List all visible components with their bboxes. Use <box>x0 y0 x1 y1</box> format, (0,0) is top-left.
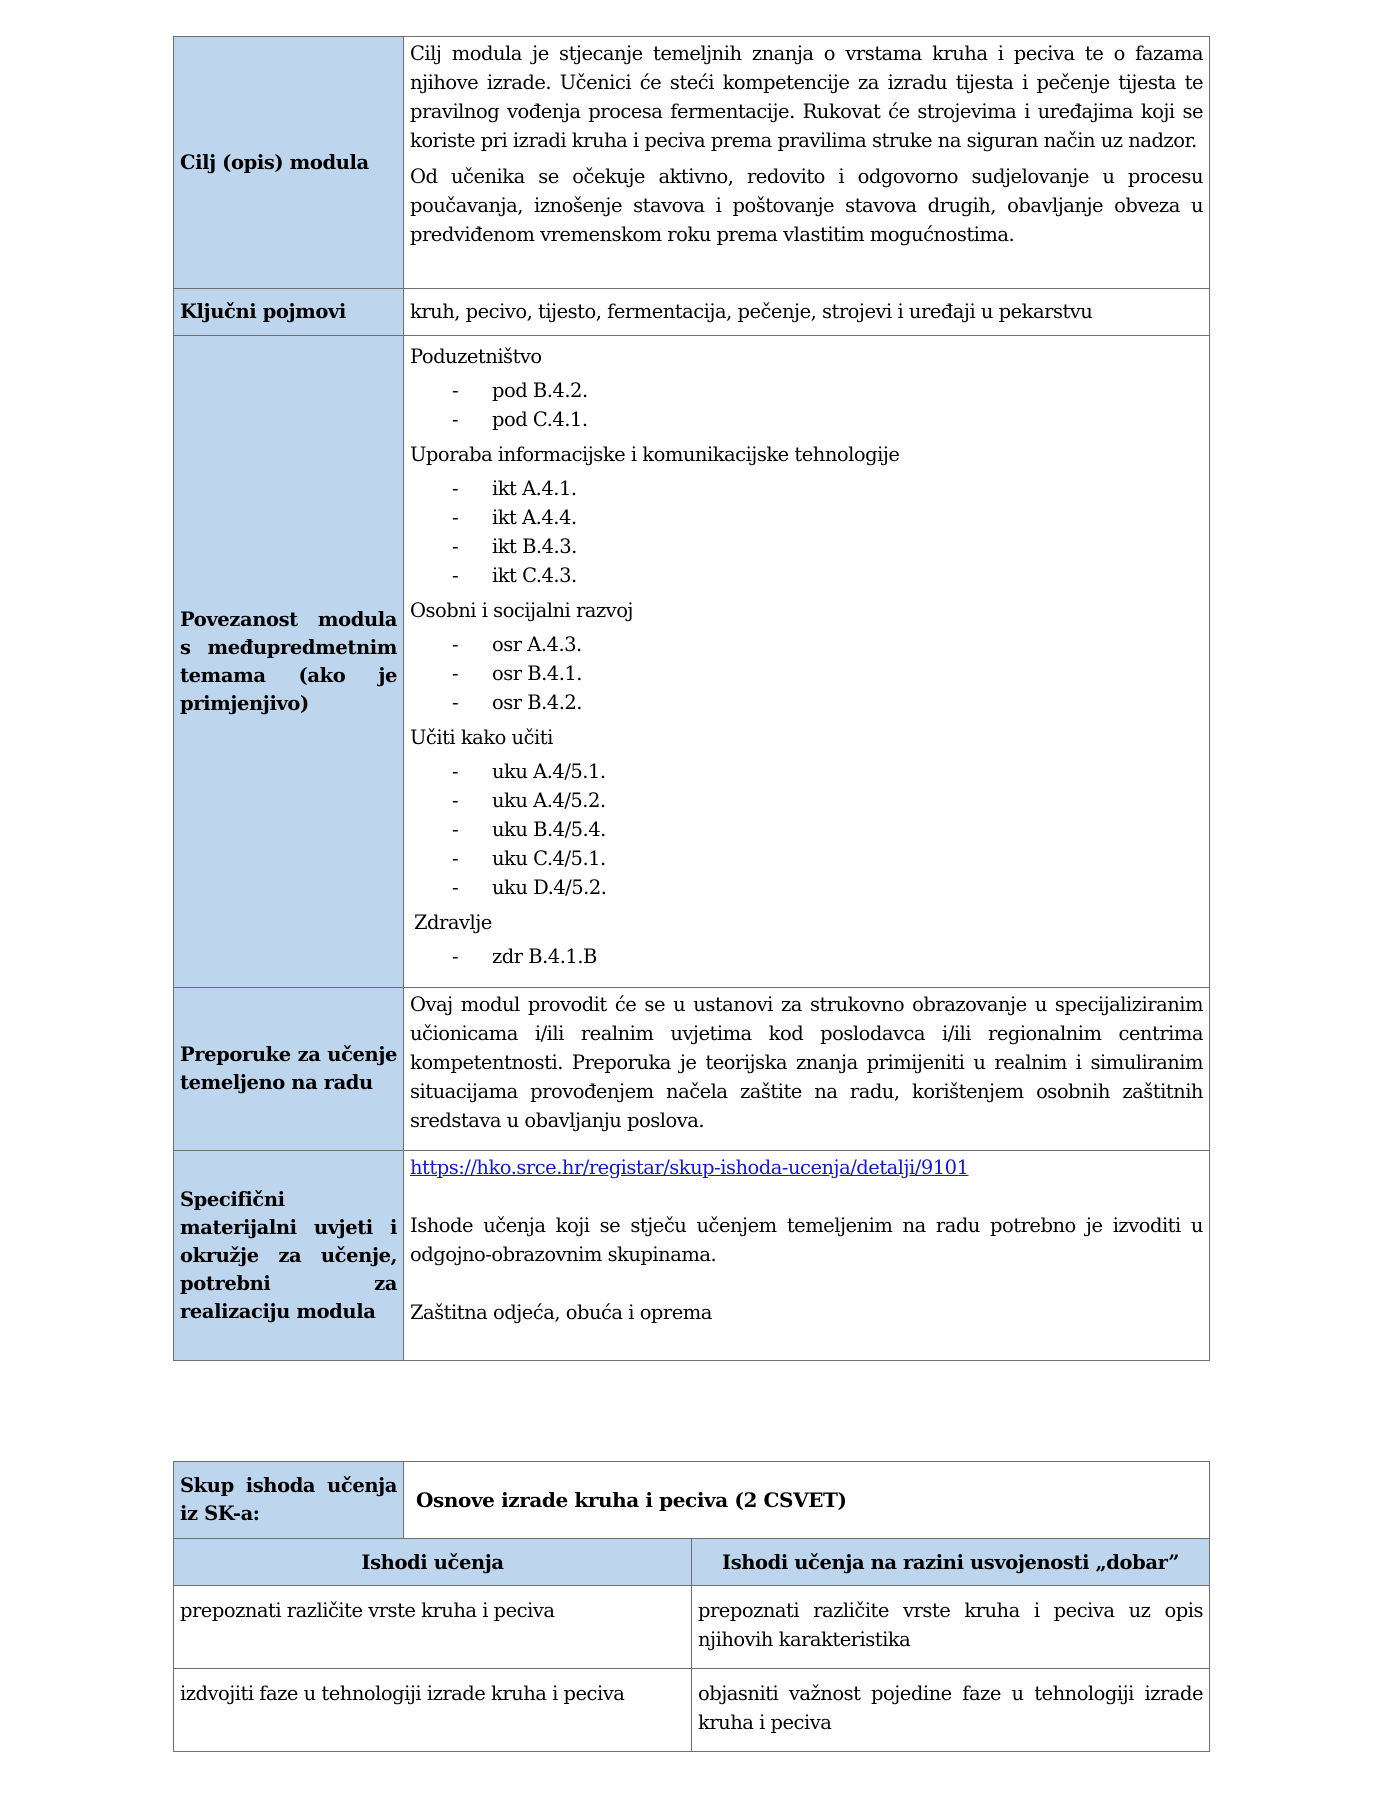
topic-list <box>410 474 1203 590</box>
work-based-learning-content: Ovaj modul provodit će se u ustanovi za strukovno obrazovanje u specijaliziranim učionicama i/ili realnim uvjetima kod poslodavca i/ili regionalnim centrima kompetentnosti. Preporuka je teorijska znanja primijeniti u realnim i simuliranim situacijama provođenjem načela zaštite na radu, korištenjem osobnih zaštitnih sredstava u obavljanju poslova. <box>404 988 1210 1151</box>
dash-bullet-icon: - <box>452 662 459 685</box>
dash-bullet-icon: - <box>452 535 459 558</box>
list-item <box>410 503 1203 532</box>
module-goal-paragraph-2: Od učenika se očekuje aktivno, redovito i odgovorno sudjelovanje u procesu poučavanja, iznošenje stavova i poštovanje stavova drugih, obavljanje obveza u predviđenom vremenskom roku prema vlastitim mogućnostima. <box>410 165 1203 246</box>
outcome-good-cell: prepoznati različite vrste kruha i peciva uz opis njihovih karakteristika <box>692 1586 1210 1669</box>
dash-bullet-icon: - <box>452 789 459 812</box>
spacer <box>410 1269 1203 1298</box>
table-row <box>174 1669 1210 1752</box>
topic-group-title: Poduzetništvo <box>410 345 542 368</box>
table-row <box>174 1586 1210 1669</box>
outcome-set-title: Osnove izrade kruha i peciva (2 CSVET) <box>404 1462 1210 1539</box>
outcome-cell: prepoznati različite vrste kruha i peciva <box>174 1586 692 1669</box>
table-row-work-based-learning <box>174 988 1210 1151</box>
dash-bullet-icon: - <box>452 691 459 714</box>
list-item-text: pod C.4.1. <box>492 408 588 431</box>
list-item <box>410 844 1203 873</box>
row-label-work-based-learning: Preporuke za učenje temeljeno na radu <box>174 988 404 1151</box>
list-item <box>410 659 1203 688</box>
topic-list <box>410 757 1203 902</box>
material-conditions-text-1: Ishode učenja koji se stječu učenjem temeljenim na radu potrebno je izvoditi u odgojno-obrazovnim skupinama. <box>410 1214 1203 1266</box>
dash-bullet-icon: - <box>452 633 459 656</box>
list-item <box>410 630 1203 659</box>
table-row-module-goal <box>174 37 1210 289</box>
list-item <box>410 532 1203 561</box>
cross-curricular-content <box>404 336 1210 988</box>
list-item-text: ikt A.4.4. <box>492 506 577 529</box>
topic-list <box>410 630 1203 717</box>
dash-bullet-icon: - <box>452 876 459 899</box>
list-item-text: uku B.4/5.4. <box>492 818 606 841</box>
topic-list <box>410 376 1203 434</box>
list-item <box>410 474 1203 503</box>
column-header-outcomes: Ishodi učenja <box>174 1539 692 1586</box>
list-item <box>410 873 1203 902</box>
dash-bullet-icon: - <box>452 945 459 968</box>
row-label-cross-curricular: Povezanost modula s međupredmetnim temama (ako je primjenjivo) <box>174 336 404 988</box>
column-header-good-level: Ishodi učenja na razini usvojenosti „dobar” <box>692 1539 1210 1586</box>
outcome-good-cell: objasniti važnost pojedine faze u tehnologiji izrade kruha i peciva <box>692 1669 1210 1752</box>
list-item-text: osr A.4.3. <box>492 633 582 656</box>
list-item <box>410 405 1203 434</box>
key-terms-content: kruh, pecivo, tijesto, fermentacija, pečenje, strojevi i uređaji u pekarstvu <box>404 289 1210 336</box>
table-row-key-terms <box>174 289 1210 336</box>
list-item-text: uku A.4/5.1. <box>492 760 606 783</box>
list-item-text: osr B.4.2. <box>492 691 583 714</box>
outcome-cell: izdvojiti faze u tehnologiji izrade kruha i peciva <box>174 1669 692 1752</box>
list-item-text: uku D.4/5.2. <box>492 876 607 899</box>
outcome-set-label: Skup ishoda učenja iz SK-a: <box>174 1462 404 1539</box>
list-item <box>410 786 1203 815</box>
list-item-text: osr B.4.1. <box>492 662 583 685</box>
module-goal-content <box>404 37 1210 289</box>
list-item <box>410 561 1203 590</box>
list-item-text: zdr B.4.1.B <box>492 945 597 968</box>
dash-bullet-icon: - <box>452 564 459 587</box>
list-item <box>410 942 1203 971</box>
topic-group-title: Uporaba informacijske i komunikacijske tehnologije <box>410 443 900 466</box>
dash-bullet-icon: - <box>452 506 459 529</box>
table-row-outcome-set <box>174 1462 1210 1539</box>
topic-group-title: Zdravlje <box>414 911 492 934</box>
dash-bullet-icon: - <box>452 760 459 783</box>
registry-link[interactable]: https://hko.srce.hr/registar/skup-ishoda-ucenja/detalji/9101 <box>410 1156 969 1179</box>
topic-group-title: Učiti kako učiti <box>410 726 553 749</box>
material-conditions-text-2: Zaštitna odjeća, obuća i oprema <box>410 1301 712 1324</box>
topic-group-title: Osobni i socijalni razvoj <box>410 599 633 622</box>
list-item-text: ikt B.4.3. <box>492 535 577 558</box>
list-item-text: ikt A.4.1. <box>492 477 577 500</box>
spacer <box>410 1182 1203 1211</box>
learning-outcomes-table <box>173 1461 1210 1752</box>
table-row-cross-curricular <box>174 336 1210 988</box>
dash-bullet-icon: - <box>452 379 459 402</box>
module-goal-paragraph-1: Cilj modula je stjecanje temeljnih znanja o vrstama kruha i peciva te o fazama njihove izrade. Učenici će steći kompetencije za izradu tijesta i pečenje tijesta te pravilnog vođenja procesa fermentacije. Rukovat će strojevima i uređajima koji se koriste pri izradi kruha i peciva prema pravilima struke na siguran način uz nadzor. <box>410 42 1203 152</box>
list-item <box>410 815 1203 844</box>
table-header-row <box>174 1539 1210 1586</box>
row-label-key-terms: Ključni pojmovi <box>174 289 404 336</box>
dash-bullet-icon: - <box>452 847 459 870</box>
list-item <box>410 688 1203 717</box>
dash-bullet-icon: - <box>452 818 459 841</box>
list-item <box>410 376 1203 405</box>
topic-list <box>410 942 1203 971</box>
list-item-text: uku C.4/5.1. <box>492 847 606 870</box>
list-item-text: uku A.4/5.2. <box>492 789 606 812</box>
table-row-material-conditions <box>174 1151 1210 1361</box>
row-label-module-goal: Cilj (opis) modula <box>174 37 404 289</box>
list-item-text: ikt C.4.3. <box>492 564 577 587</box>
dash-bullet-icon: - <box>452 408 459 431</box>
row-label-material-conditions: Specifični materijalni uvjeti i okružje za učenje, potrebni za realizaciju modula <box>174 1151 404 1361</box>
dash-bullet-icon: - <box>452 477 459 500</box>
list-item-text: pod B.4.2. <box>492 379 588 402</box>
list-item <box>410 757 1203 786</box>
module-info-table <box>173 36 1210 1361</box>
material-conditions-content <box>404 1151 1210 1361</box>
